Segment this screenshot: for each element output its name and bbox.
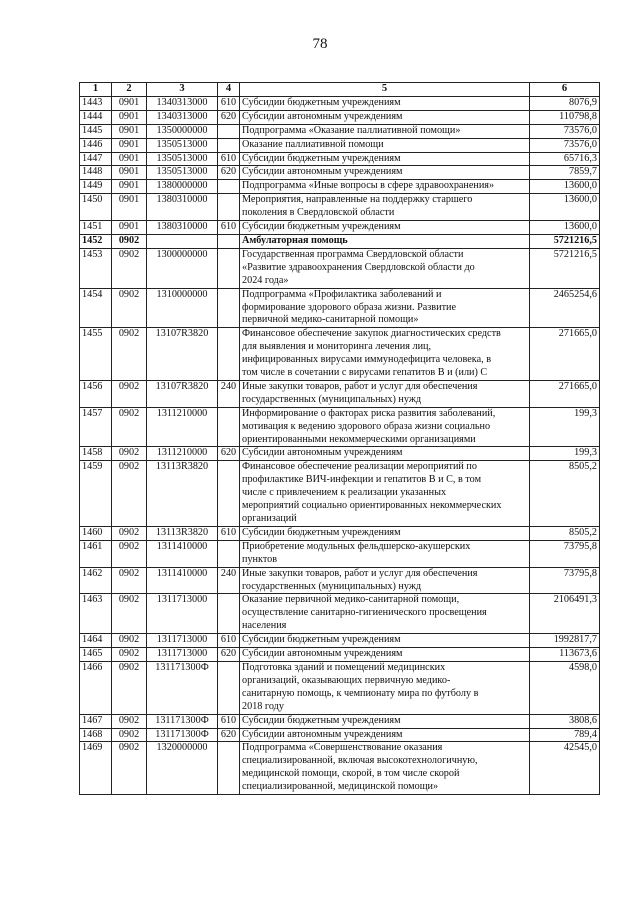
table-row [80, 728, 600, 742]
expense-type-cell: 240 [218, 567, 240, 594]
item-name-cell [240, 96, 530, 110]
section-code-cell: 0902 [112, 634, 147, 648]
item-name-line: профилактике ВИЧ-инфекции и гепатитов В и С, в том [242, 474, 482, 486]
row-number-cell: 1445 [80, 124, 112, 138]
item-name-cell [240, 567, 530, 594]
amount-cell: 789,4 [530, 728, 600, 742]
item-name-cell [240, 234, 530, 248]
expense-type-cell [218, 540, 240, 567]
section-code-cell: 0902 [112, 288, 147, 328]
row-number-cell: 1469 [80, 742, 112, 795]
item-name-cell [240, 248, 530, 288]
item-name-cell [240, 194, 530, 221]
item-name-cell [240, 447, 530, 461]
item-name-line: Государственная программа Свердловской области [242, 248, 464, 260]
item-name-line: мероприятий социально ориентированных некоммерческих [242, 500, 502, 512]
section-code-cell: 0902 [112, 661, 147, 714]
expense-type-cell: 620 [218, 166, 240, 180]
item-name-cell [240, 152, 530, 166]
item-name-line: Иные закупки товаров, работ и услуг для обеспечения [242, 380, 478, 392]
section-code-cell: 0902 [112, 594, 147, 634]
item-name-cell [240, 526, 530, 540]
table-row [80, 194, 600, 221]
item-name-line: Субсидии автономным учреждениям [242, 166, 403, 178]
amount-cell: 199,3 [530, 447, 600, 461]
expense-type-cell: 610 [218, 221, 240, 235]
section-code-cell: 0901 [112, 194, 147, 221]
row-number-cell: 1448 [80, 166, 112, 180]
amount-cell: 199,3 [530, 407, 600, 447]
col-header-4: 4 [218, 83, 240, 97]
amount-cell: 271665,0 [530, 380, 600, 407]
expense-type-cell: 240 [218, 380, 240, 407]
expense-type-cell [218, 407, 240, 447]
row-number-cell: 1452 [80, 234, 112, 248]
section-code-cell: 0901 [112, 138, 147, 152]
amount-cell: 8505,2 [530, 461, 600, 527]
col-header-2: 2 [112, 83, 147, 97]
item-name-cell [240, 180, 530, 194]
table-row [80, 540, 600, 567]
table-row [80, 152, 600, 166]
page-number: 78 [312, 36, 328, 52]
item-name-line: Субсидии бюджетным учреждениям [242, 152, 401, 164]
item-name-line: Подпрограмма «Иные вопросы в сфере здравоохранения» [242, 180, 495, 192]
row-number-cell: 1459 [80, 461, 112, 527]
expense-type-cell [218, 661, 240, 714]
target-code-cell: 1350513000 [147, 166, 218, 180]
expense-type-cell [218, 194, 240, 221]
expense-type-cell [218, 328, 240, 381]
section-code-cell: 0901 [112, 180, 147, 194]
item-name-cell [240, 288, 530, 328]
target-code-cell: 1350513000 [147, 138, 218, 152]
target-code-cell: 1380310000 [147, 194, 218, 221]
table-row [80, 407, 600, 447]
table-row [80, 180, 600, 194]
table-row [80, 221, 600, 235]
section-code-cell: 0902 [112, 526, 147, 540]
expense-type-cell: 620 [218, 728, 240, 742]
item-name-line: санитарную помощь, к чемпионату мира по футболу в [242, 687, 479, 699]
row-number-cell: 1468 [80, 728, 112, 742]
item-name-line: Иные закупки товаров, работ и услуг для обеспечения [242, 567, 478, 579]
target-code-cell: 13107R3820 [147, 380, 218, 407]
amount-cell: 5721216,5 [530, 248, 600, 288]
row-number-cell: 1456 [80, 380, 112, 407]
row-number-cell: 1460 [80, 526, 112, 540]
item-name-line: числе с привлечением к реализации указанных [242, 487, 447, 499]
table-row [80, 594, 600, 634]
table-row [80, 328, 600, 381]
item-name-cell [240, 634, 530, 648]
table-row [80, 447, 600, 461]
item-name-line: организаций, оказывающих первичную медико- [242, 674, 451, 686]
row-number-cell: 1466 [80, 661, 112, 714]
target-code-cell: 1311713000 [147, 648, 218, 662]
section-code-cell: 0902 [112, 742, 147, 795]
target-code-cell: 1311410000 [147, 567, 218, 594]
item-name-line: Оказание первичной медико-санитарной помощи, [242, 594, 460, 606]
expense-type-cell: 610 [218, 152, 240, 166]
amount-cell: 271665,0 [530, 328, 600, 381]
section-code-cell: 0902 [112, 234, 147, 248]
expense-type-cell [218, 248, 240, 288]
col-header-6: 6 [530, 83, 600, 97]
table-row [80, 380, 600, 407]
target-code-cell: 1380000000 [147, 180, 218, 194]
item-name-line: специализированной, медицинской помощи» [242, 781, 439, 793]
section-code-cell: 0902 [112, 567, 147, 594]
row-number-cell: 1454 [80, 288, 112, 328]
item-name-line: поколения в Свердловской области [242, 207, 395, 219]
target-code-cell: 131171300Ф [147, 714, 218, 728]
target-code-cell: 1311210000 [147, 407, 218, 447]
table-row [80, 634, 600, 648]
row-number-cell: 1449 [80, 180, 112, 194]
item-name-cell [240, 407, 530, 447]
item-name-cell [240, 110, 530, 124]
row-number-cell: 1465 [80, 648, 112, 662]
table-row [80, 742, 600, 795]
item-name-cell [240, 380, 530, 407]
row-number-cell: 1462 [80, 567, 112, 594]
item-name-line: Финансовое обеспечение закупок диагностических средств [242, 328, 501, 340]
row-number-cell: 1444 [80, 110, 112, 124]
amount-cell: 4598,0 [530, 661, 600, 714]
amount-cell: 13600,0 [530, 221, 600, 235]
amount-cell: 7859,7 [530, 166, 600, 180]
col-header-3: 3 [147, 83, 218, 97]
item-name-cell [240, 742, 530, 795]
item-name-line: Субсидии автономным учреждениям [242, 110, 403, 122]
section-code-cell: 0902 [112, 728, 147, 742]
target-code-cell: 13113R3820 [147, 526, 218, 540]
item-name-cell [240, 728, 530, 742]
table-row [80, 648, 600, 662]
section-code-cell: 0902 [112, 248, 147, 288]
table-row [80, 96, 600, 110]
item-name-line: Субсидии автономным учреждениям [242, 447, 403, 459]
row-number-cell: 1467 [80, 714, 112, 728]
section-code-cell: 0901 [112, 221, 147, 235]
target-code-cell: 1311210000 [147, 447, 218, 461]
item-name-line: ориентированными некоммерческими организациями [242, 433, 476, 445]
item-name-line: Подпрограмма «Оказание паллиативной помощи» [242, 124, 461, 136]
expense-type-cell [218, 234, 240, 248]
item-name-line: специализированной, включая высокотехнологичную, [242, 755, 478, 767]
amount-cell: 113673,6 [530, 648, 600, 662]
table-row [80, 526, 600, 540]
row-number-cell: 1463 [80, 594, 112, 634]
item-name-line: государственных (муниципальных) нужд [242, 580, 422, 592]
item-name-line: Субсидии бюджетным учреждениям [242, 714, 401, 726]
amount-cell: 73795,8 [530, 540, 600, 567]
expense-type-cell: 620 [218, 110, 240, 124]
expense-type-cell: 610 [218, 96, 240, 110]
amount-cell: 73795,8 [530, 567, 600, 594]
row-number-cell: 1455 [80, 328, 112, 381]
amount-cell: 110798,8 [530, 110, 600, 124]
item-name-line: Финансовое обеспечение реализации мероприятий по [242, 461, 477, 473]
section-code-cell: 0901 [112, 96, 147, 110]
item-name-line: мотивация к ведению здорового образа жизни социально [242, 420, 491, 432]
row-number-cell: 1458 [80, 447, 112, 461]
amount-cell: 2106491,3 [530, 594, 600, 634]
target-code-cell [147, 234, 218, 248]
target-code-cell: 131171300Ф [147, 728, 218, 742]
item-name-line: Амбулаторная помощь [242, 234, 348, 246]
target-code-cell: 1350000000 [147, 124, 218, 138]
expense-type-cell: 610 [218, 526, 240, 540]
item-name-cell [240, 594, 530, 634]
amount-cell: 13600,0 [530, 194, 600, 221]
section-code-cell: 0902 [112, 407, 147, 447]
col-header-1: 1 [80, 83, 112, 97]
table-row [80, 248, 600, 288]
item-name-line: Подпрограмма «Совершенствование оказания [242, 742, 443, 754]
target-code-cell: 1350513000 [147, 152, 218, 166]
item-name-line: для выявления и мониторинга лечения лиц, [242, 341, 432, 353]
item-name-line: первичной медико-санитарной помощи» [242, 314, 419, 326]
item-name-line: Субсидии бюджетным учреждениям [242, 526, 401, 538]
row-number-cell: 1457 [80, 407, 112, 447]
section-code-cell: 0901 [112, 152, 147, 166]
target-code-cell: 1320000000 [147, 742, 218, 795]
item-name-cell [240, 166, 530, 180]
target-code-cell: 1340313000 [147, 110, 218, 124]
table-row [80, 661, 600, 714]
expense-type-cell [218, 461, 240, 527]
expense-type-cell [218, 138, 240, 152]
section-code-cell: 0902 [112, 380, 147, 407]
row-number-cell: 1461 [80, 540, 112, 567]
section-code-cell: 0902 [112, 461, 147, 527]
expense-type-cell: 610 [218, 634, 240, 648]
item-name-line: Информирование о факторах риска развития заболеваний, [242, 407, 496, 419]
table-row [80, 461, 600, 527]
item-name-line: Приобретение модульных фельдшерско-акушерских [242, 540, 471, 552]
item-name-line: Мероприятия, направленные на поддержку старшего [242, 194, 473, 206]
target-code-cell: 13113R3820 [147, 461, 218, 527]
section-code-cell: 0902 [112, 328, 147, 381]
item-name-cell [240, 714, 530, 728]
expense-type-cell: 610 [218, 714, 240, 728]
table-row [80, 124, 600, 138]
item-name-line: медицинской помощи, скорой, в том числе скорой [242, 768, 460, 780]
expense-type-cell [218, 742, 240, 795]
table-row [80, 110, 600, 124]
expense-type-cell [218, 180, 240, 194]
item-name-cell [240, 540, 530, 567]
item-name-line: формирование здорового образа жизни. Развитие [242, 301, 456, 313]
item-name-line: Субсидии бюджетным учреждениям [242, 96, 401, 108]
item-name-line: Субсидии автономным учреждениям [242, 648, 403, 660]
section-code-cell: 0901 [112, 124, 147, 138]
item-name-line: осуществление санитарно-гигиенического просвещения [242, 607, 487, 619]
expense-type-cell: 620 [218, 447, 240, 461]
item-name-cell [240, 328, 530, 381]
item-name-line: 2018 году [242, 700, 284, 712]
section-code-cell: 0901 [112, 166, 147, 180]
expense-type-cell [218, 288, 240, 328]
amount-cell: 42545,0 [530, 742, 600, 795]
item-name-line: Оказание паллиативной помощи [242, 138, 384, 150]
item-name-line: том числе в сочетании с вирусами гепатитов В и (или) С [242, 367, 488, 379]
table-row [80, 166, 600, 180]
item-name-line: Подготовка зданий и помещений медицинских [242, 661, 446, 673]
amount-cell: 8505,2 [530, 526, 600, 540]
item-name-line: «Развитие здравоохранения Свердловской области до [242, 261, 475, 273]
amount-cell: 73576,0 [530, 138, 600, 152]
target-code-cell: 1311410000 [147, 540, 218, 567]
target-code-cell: 131171300Ф [147, 661, 218, 714]
row-number-cell: 1464 [80, 634, 112, 648]
amount-cell: 3808,6 [530, 714, 600, 728]
section-code-cell: 0902 [112, 714, 147, 728]
item-name-line: Субсидии бюджетным учреждениям [242, 221, 401, 233]
item-name-cell [240, 648, 530, 662]
expense-type-cell [218, 124, 240, 138]
target-code-cell: 1380310000 [147, 221, 218, 235]
target-code-cell: 1340313000 [147, 96, 218, 110]
item-name-line: 2024 года» [242, 274, 289, 286]
row-number-cell: 1447 [80, 152, 112, 166]
table-body [80, 96, 600, 794]
amount-cell: 5721216,5 [530, 234, 600, 248]
item-name-line: Субсидии автономным учреждениям [242, 728, 403, 740]
expense-type-cell [218, 594, 240, 634]
amount-cell: 73576,0 [530, 124, 600, 138]
amount-cell: 2465254,6 [530, 288, 600, 328]
section-code-cell: 0901 [112, 110, 147, 124]
table-row [80, 234, 600, 248]
table-header-row [80, 83, 600, 97]
item-name-line: Субсидии бюджетным учреждениям [242, 634, 401, 646]
target-code-cell: 13107R3820 [147, 328, 218, 381]
col-header-5: 5 [240, 83, 530, 97]
section-code-cell: 0902 [112, 447, 147, 461]
row-number-cell: 1443 [80, 96, 112, 110]
amount-cell: 1992817,7 [530, 634, 600, 648]
item-name-cell [240, 221, 530, 235]
target-code-cell: 1310000000 [147, 288, 218, 328]
item-name-line: пунктов [242, 553, 278, 565]
section-code-cell: 0902 [112, 540, 147, 567]
row-number-cell: 1446 [80, 138, 112, 152]
amount-cell: 65716,3 [530, 152, 600, 166]
row-number-cell: 1450 [80, 194, 112, 221]
row-number-cell: 1453 [80, 248, 112, 288]
table-row [80, 138, 600, 152]
item-name-cell [240, 124, 530, 138]
table-row [80, 714, 600, 728]
target-code-cell: 1300000000 [147, 248, 218, 288]
amount-cell: 8076,9 [530, 96, 600, 110]
table-row [80, 288, 600, 328]
row-number-cell: 1451 [80, 221, 112, 235]
item-name-cell [240, 461, 530, 527]
item-name-cell [240, 661, 530, 714]
target-code-cell: 1311713000 [147, 594, 218, 634]
item-name-line: организаций [242, 513, 297, 524]
item-name-cell [240, 138, 530, 152]
table-row [80, 567, 600, 594]
budget-table [79, 82, 600, 795]
item-name-line: государственных (муниципальных) нужд [242, 393, 422, 405]
expense-type-cell: 620 [218, 648, 240, 662]
item-name-line: Подпрограмма «Профилактика заболеваний и [242, 288, 442, 300]
target-code-cell: 1311713000 [147, 634, 218, 648]
amount-cell: 13600,0 [530, 180, 600, 194]
section-code-cell: 0902 [112, 648, 147, 662]
item-name-line: населения [242, 620, 287, 632]
item-name-line: инфицированных вирусами иммунодефицита человека, в [242, 354, 492, 366]
